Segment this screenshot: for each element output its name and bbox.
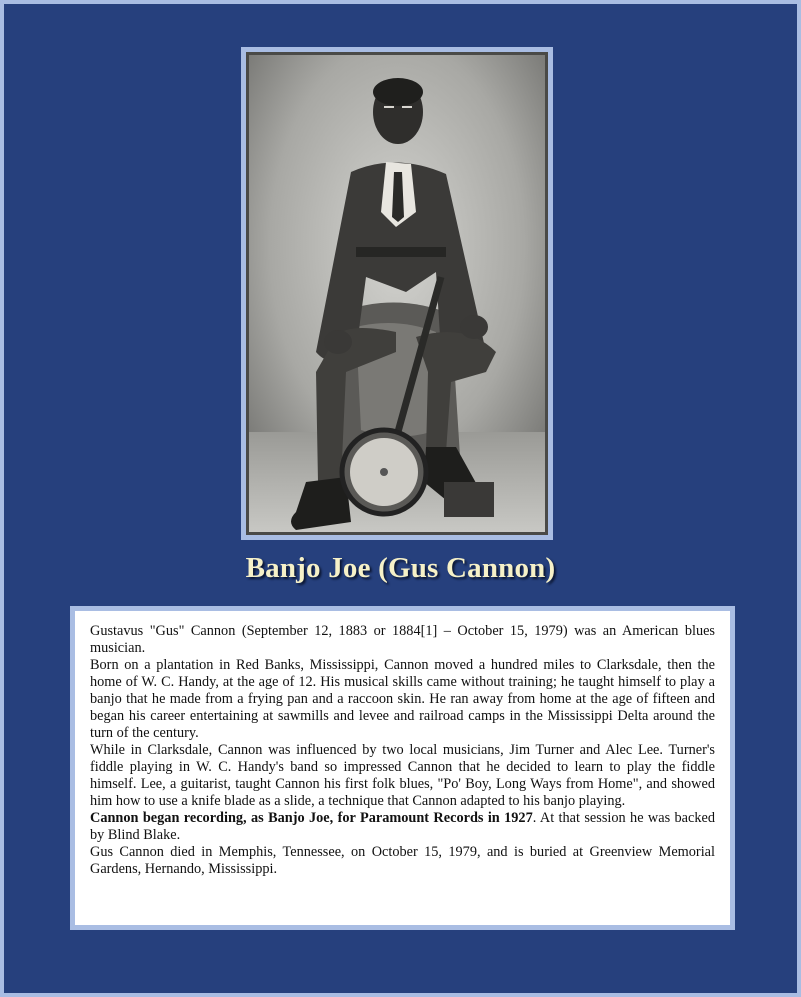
recording-bold-text: Cannon began recording, as Banjo Joe, for Paramount Records in 1927 <box>90 810 533 826</box>
recording-paragraph <box>90 810 715 844</box>
biography-box <box>75 611 730 925</box>
photo-frame <box>241 47 553 540</box>
biography-paragraph: Gustavus "Gus" Cannon (September 12, 1883 or 1884[1] – October 15, 1979) was an American blues musician. <box>90 623 715 656</box>
biography-paragraph: While in Clarksdale, Cannon was influenced by two local musicians, Jim Turner and Alec Lee. Turner's fiddle playing in W. C. Handy's band so impressed Cannon that he decided to learn to play the fiddle himself. Lee, a guitarist, taught Cannon his first folk blues, "Po' Boy, Long Ways from Home", and showed him how to use a knife blade as a slide, a technique that Cannon adapted to his banjo playing. <box>90 742 715 809</box>
biography-frame <box>70 606 735 930</box>
portrait-photo-icon <box>246 52 548 535</box>
page-title: Banjo Joe (Gus Cannon) <box>245 552 556 584</box>
biography-paragraph: Born on a plantation in Red Banks, Mississippi, Cannon moved a hundred miles to Clarksdale, then the home of W. C. Handy, at the age of 12. His musical skills came without training; he taught himself to play a banjo that he made from a frying pan and a raccoon skin. He ran away from home at the age of fifteen and began his career entertaining at sawmills and levee and railroad camps in the Mississippi Delta around the turn of the century. <box>90 657 715 741</box>
recording-rest-text: . At that session he was backed by Blind Blake. <box>90 810 716 843</box>
death-paragraph: Gus Cannon died in Memphis, Tennessee, on October 15, 1979, and is buried at Greenview Memorial Gardens, Hernando, Mississippi. <box>90 844 715 877</box>
